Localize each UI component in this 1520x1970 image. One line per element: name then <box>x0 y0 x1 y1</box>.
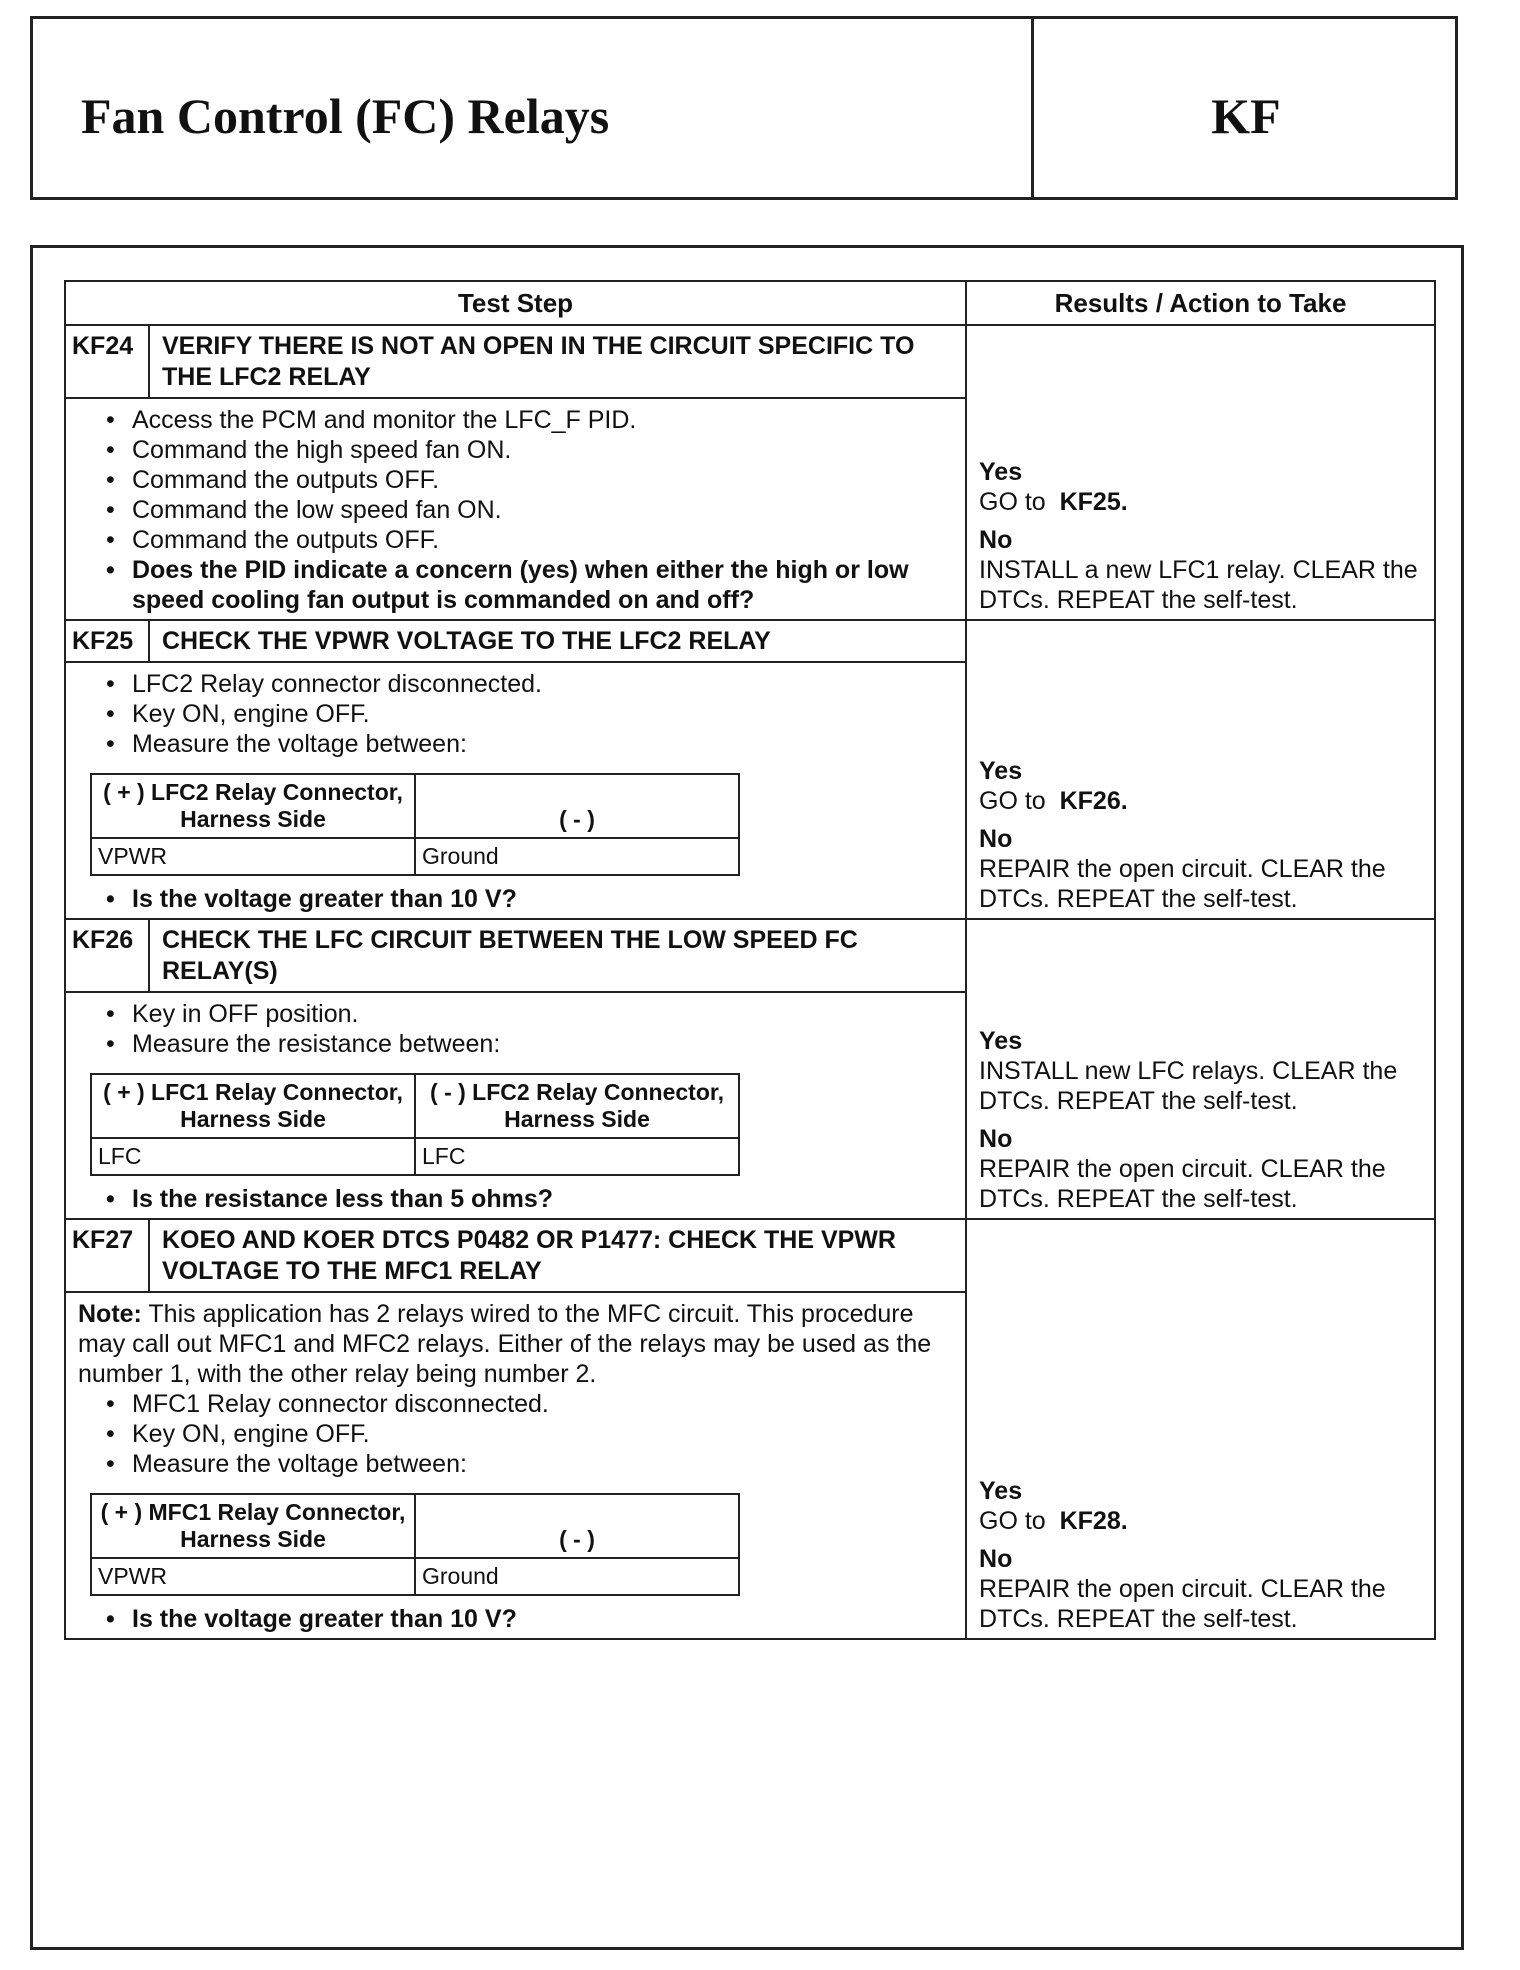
measurement-value-positive: VPWR <box>91 1558 415 1595</box>
step-question: • Does the PID indicate a concern (yes) when either the high or low speed cooling fan output is commanded on and off? <box>106 555 955 615</box>
results-cell <box>966 1219 1435 1639</box>
step-title-row <box>65 1219 1435 1292</box>
step-body <box>65 992 966 1219</box>
step-title: VERIFY THERE IS NOT AN OPEN IN THE CIRCUIT SPECIFIC TO THE LFC2 RELAY <box>149 325 966 398</box>
measurement-head-positive: ( + ) LFC1 Relay Connector, Harness Side <box>91 1074 415 1138</box>
step-body <box>65 398 966 620</box>
bullet-item: • Key in OFF position. <box>106 999 955 1029</box>
measurement-table <box>90 773 740 876</box>
step-bullets <box>78 1389 955 1479</box>
yes-action <box>979 786 1426 816</box>
bullet-item: • LFC2 Relay connector disconnected. <box>106 669 955 699</box>
yes-label: Yes <box>979 1027 1023 1055</box>
measurement-head-positive: ( + ) MFC1 Relay Connector, Harness Side <box>91 1494 415 1558</box>
measurement-value-positive: LFC <box>91 1138 415 1175</box>
no-action: REPAIR the open circuit. CLEAR the DTCs. REPEAT the self-test. <box>979 1575 1386 1633</box>
step-question: • Is the resistance less than 5 ohms? <box>106 1184 955 1214</box>
step-body <box>65 662 966 919</box>
measurement-head-negative: ( - ) <box>415 774 739 838</box>
step-id: KF26 <box>65 919 149 992</box>
bullet-item: • Key ON, engine OFF. <box>106 699 955 729</box>
bullet-item: • Measure the resistance between: <box>106 1029 955 1059</box>
results-cell <box>966 919 1435 1219</box>
step-bullets <box>78 669 955 759</box>
step-id: KF27 <box>65 1219 149 1292</box>
measurement-table <box>90 1073 740 1176</box>
yes-action <box>979 487 1426 517</box>
page-header <box>30 16 1458 200</box>
step-id: KF24 <box>65 325 149 398</box>
step-bullets <box>78 405 955 615</box>
bullet-item: • Command the low speed fan ON. <box>106 495 955 525</box>
bullet-item: • Measure the voltage between: <box>106 1449 955 1479</box>
step-title: CHECK THE LFC CIRCUIT BETWEEN THE LOW SPEED FC RELAY(S) <box>149 919 966 992</box>
measurement-head-positive: ( + ) LFC2 Relay Connector, Harness Side <box>91 774 415 838</box>
measurement-value-negative: Ground <box>415 1558 739 1595</box>
results-cell <box>966 325 1435 620</box>
step-question: • Is the voltage greater than 10 V? <box>106 1604 955 1634</box>
step-question: • Is the voltage greater than 10 V? <box>106 884 955 914</box>
results-cell <box>966 620 1435 919</box>
bullet-item: • Measure the voltage between: <box>106 729 955 759</box>
measurement-head-negative: ( - ) LFC2 Relay Connector, Harness Side <box>415 1074 739 1138</box>
step-note <box>78 1299 955 1389</box>
test-step-table <box>64 280 1436 1640</box>
yes-label: Yes <box>979 458 1023 486</box>
no-action: REPAIR the open circuit. CLEAR the DTCs. REPEAT the self-test. <box>979 1155 1386 1213</box>
column-header-test-step: Test Step <box>65 281 966 325</box>
bullet-item: • Key ON, engine OFF. <box>106 1419 955 1449</box>
measurement-value-negative: Ground <box>415 838 739 875</box>
no-label: No <box>979 1545 1013 1573</box>
bullet-item: • MFC1 Relay connector disconnected. <box>106 1389 955 1419</box>
no-label: No <box>979 526 1013 554</box>
yes-text: GO to <box>979 1507 1046 1535</box>
no-label: No <box>979 1125 1013 1153</box>
measurement-value-negative: LFC <box>415 1138 739 1175</box>
bullet-item: • Command the outputs OFF. <box>106 525 955 555</box>
step-title-row <box>65 620 1435 662</box>
measurement-head-negative: ( - ) <box>415 1494 739 1558</box>
measurement-value-positive: VPWR <box>91 838 415 875</box>
no-action: REPAIR the open circuit. CLEAR the DTCs. REPEAT the self-test. <box>979 855 1386 913</box>
bullet-item: • Command the outputs OFF. <box>106 465 955 495</box>
step-bullets <box>78 999 955 1059</box>
note-label: Note: <box>78 1300 142 1328</box>
note-text: This application has 2 relays wired to the MFC circuit. This procedure may call out MFC1 and MFC2 relays. Either of the relays may be used as the number 1, with the other relay being number 2. <box>78 1300 932 1388</box>
yes-text: GO to <box>979 488 1046 516</box>
page-title: Fan Control (FC) Relays <box>81 88 610 144</box>
yes-text: GO to <box>979 787 1046 815</box>
section-code: KF <box>1211 88 1281 144</box>
step-title: KOEO AND KOER DTCS P0482 OR P1477: CHECK THE VPWR VOLTAGE TO THE MFC1 RELAY <box>149 1219 966 1292</box>
no-label: No <box>979 825 1013 853</box>
bullet-item: • Command the high speed fan ON. <box>106 435 955 465</box>
step-title-row <box>65 325 1435 398</box>
yes-label: Yes <box>979 1477 1023 1505</box>
step-id: KF25 <box>65 620 149 662</box>
step-body <box>65 1292 966 1639</box>
table-header-row <box>65 281 1435 325</box>
yes-ref: KF25. <box>1059 488 1128 516</box>
measurement-table <box>90 1493 740 1596</box>
no-action: INSTALL a new LFC1 relay. CLEAR the DTCs. REPEAT the self-test. <box>979 556 1418 614</box>
step-title-row <box>65 919 1435 992</box>
column-header-results: Results / Action to Take <box>966 281 1435 325</box>
yes-label: Yes <box>979 757 1023 785</box>
step-title: CHECK THE VPWR VOLTAGE TO THE LFC2 RELAY <box>149 620 966 662</box>
bullet-item: • Access the PCM and monitor the LFC_F PID. <box>106 405 955 435</box>
yes-ref: KF26. <box>1059 787 1128 815</box>
yes-action: INSTALL new LFC relays. CLEAR the DTCs. REPEAT the self-test. <box>979 1057 1398 1115</box>
yes-action <box>979 1506 1426 1536</box>
yes-ref: KF28. <box>1059 1507 1128 1535</box>
